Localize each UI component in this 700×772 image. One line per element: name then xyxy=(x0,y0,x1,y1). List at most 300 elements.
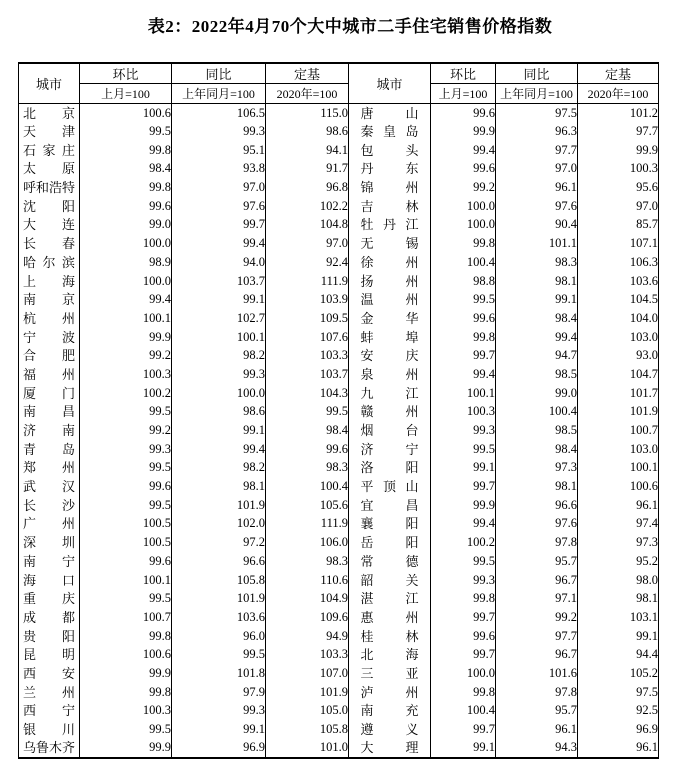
mom-value-cell: 99.5 xyxy=(431,552,496,571)
city-name: 蚌 埠 xyxy=(360,329,419,345)
yoy-value-cell: 99.3 xyxy=(172,122,266,141)
city-name: 重 庆 xyxy=(23,591,75,607)
fixed-value-cell: 105.2 xyxy=(578,664,659,683)
mom-value-cell: 99.5 xyxy=(80,459,172,478)
yoy-value-cell: 98.6 xyxy=(172,403,266,422)
city-name: 西 安 xyxy=(23,665,75,681)
mom-value-cell: 100.5 xyxy=(80,515,172,534)
city-cell xyxy=(349,365,431,384)
city-cell xyxy=(349,403,431,422)
fixed-value-cell: 96.8 xyxy=(266,178,349,197)
city-cell xyxy=(19,421,80,440)
table-row xyxy=(19,328,659,347)
table-row xyxy=(19,627,659,646)
mom-value-cell: 99.1 xyxy=(431,459,496,478)
city-name: 南 宁 xyxy=(23,553,75,569)
yoy-value-cell: 99.1 xyxy=(496,290,578,309)
table-header xyxy=(19,63,659,104)
city-name: 常 德 xyxy=(360,553,419,569)
fixed-value-cell: 104.9 xyxy=(266,589,349,608)
yoy-value-cell: 97.7 xyxy=(496,627,578,646)
fixed-value-cell: 97.4 xyxy=(578,515,659,534)
header-fixed-right: 定基 xyxy=(578,63,659,84)
fixed-value-cell: 104.7 xyxy=(578,365,659,384)
fixed-value-cell: 103.1 xyxy=(578,608,659,627)
table-row xyxy=(19,664,659,683)
yoy-value-cell: 97.0 xyxy=(172,178,266,197)
city-cell xyxy=(19,589,80,608)
city-cell xyxy=(19,365,80,384)
fixed-value-cell: 103.7 xyxy=(266,365,349,384)
yoy-value-cell: 94.3 xyxy=(496,739,578,758)
table-row xyxy=(19,459,659,478)
yoy-value-cell: 96.9 xyxy=(172,739,266,758)
city-name: 福 州 xyxy=(23,366,75,382)
yoy-value-cell: 98.5 xyxy=(496,421,578,440)
yoy-value-cell: 106.5 xyxy=(172,104,266,123)
yoy-value-cell: 98.1 xyxy=(496,272,578,291)
header-fixed-base-right: 2020年=100 xyxy=(578,84,659,104)
price-index-table xyxy=(18,62,659,759)
city-cell xyxy=(19,253,80,272)
city-cell xyxy=(349,234,431,253)
city-name: 牡 丹 江 xyxy=(360,217,419,233)
yoy-value-cell: 99.4 xyxy=(172,234,266,253)
city-name: 大 理 xyxy=(360,740,419,756)
yoy-value-cell: 97.7 xyxy=(496,141,578,160)
mom-value-cell: 100.5 xyxy=(80,533,172,552)
fixed-value-cell: 98.3 xyxy=(266,552,349,571)
fixed-value-cell: 96.9 xyxy=(578,720,659,739)
fixed-value-cell: 95.6 xyxy=(578,178,659,197)
mom-value-cell: 99.3 xyxy=(431,571,496,590)
city-cell xyxy=(349,141,431,160)
table-row xyxy=(19,739,659,758)
mom-value-cell: 99.8 xyxy=(80,178,172,197)
fixed-value-cell: 115.0 xyxy=(266,104,349,123)
mom-value-cell: 99.7 xyxy=(431,608,496,627)
table-row xyxy=(19,309,659,328)
header-mom-left: 环比 xyxy=(80,63,172,84)
fixed-value-cell: 98.4 xyxy=(266,421,349,440)
yoy-value-cell: 96.1 xyxy=(496,720,578,739)
fixed-value-cell: 95.2 xyxy=(578,552,659,571)
yoy-value-cell: 101.8 xyxy=(172,664,266,683)
city-cell xyxy=(349,496,431,515)
fixed-value-cell: 101.7 xyxy=(578,384,659,403)
city-cell xyxy=(19,440,80,459)
city-name: 岳 阳 xyxy=(360,535,419,551)
header-mom-right: 环比 xyxy=(431,63,496,84)
yoy-value-cell: 98.4 xyxy=(496,440,578,459)
city-cell xyxy=(349,253,431,272)
mom-value-cell: 100.0 xyxy=(431,664,496,683)
yoy-value-cell: 101.1 xyxy=(496,234,578,253)
mom-value-cell: 100.7 xyxy=(80,608,172,627)
yoy-value-cell: 97.5 xyxy=(496,104,578,123)
mom-value-cell: 100.0 xyxy=(431,197,496,216)
mom-value-cell: 99.3 xyxy=(80,440,172,459)
city-name: 襄 阳 xyxy=(360,516,419,532)
mom-value-cell: 100.4 xyxy=(431,253,496,272)
fixed-value-cell: 101.9 xyxy=(266,683,349,702)
fixed-value-cell: 103.0 xyxy=(578,328,659,347)
city-cell xyxy=(19,328,80,347)
mom-value-cell: 99.9 xyxy=(80,739,172,758)
mom-value-cell: 100.6 xyxy=(80,645,172,664)
mom-value-cell: 99.6 xyxy=(80,552,172,571)
city-name: 温 州 xyxy=(360,292,419,308)
table-row xyxy=(19,122,659,141)
city-name: 唐 山 xyxy=(360,105,419,121)
mom-value-cell: 99.5 xyxy=(80,589,172,608)
table-row xyxy=(19,384,659,403)
table-row xyxy=(19,234,659,253)
fixed-value-cell: 106.3 xyxy=(578,253,659,272)
city-name: 北 京 xyxy=(23,105,75,121)
yoy-value-cell: 101.9 xyxy=(172,589,266,608)
mom-value-cell: 99.7 xyxy=(431,645,496,664)
city-cell xyxy=(349,421,431,440)
yoy-value-cell: 99.1 xyxy=(172,290,266,309)
table-row xyxy=(19,178,659,197)
mom-value-cell: 100.1 xyxy=(431,384,496,403)
city-name: 洛 阳 xyxy=(360,460,419,476)
yoy-value-cell: 96.7 xyxy=(496,571,578,590)
city-name: 韶 关 xyxy=(360,572,419,588)
fixed-value-cell: 111.9 xyxy=(266,515,349,534)
yoy-value-cell: 97.2 xyxy=(172,533,266,552)
fixed-value-cell: 99.5 xyxy=(266,403,349,422)
fixed-value-cell: 101.9 xyxy=(578,403,659,422)
city-name: 南 充 xyxy=(360,703,419,719)
fixed-value-cell: 103.3 xyxy=(266,346,349,365)
fixed-value-cell: 94.1 xyxy=(266,141,349,160)
city-name: 石 家 庄 xyxy=(23,142,75,158)
fixed-value-cell: 105.6 xyxy=(266,496,349,515)
city-name: 烟 台 xyxy=(360,423,419,439)
city-cell xyxy=(349,290,431,309)
mom-value-cell: 99.5 xyxy=(431,290,496,309)
table-row xyxy=(19,533,659,552)
yoy-value-cell: 96.0 xyxy=(172,627,266,646)
table-row xyxy=(19,608,659,627)
city-cell xyxy=(19,160,80,179)
city-cell xyxy=(349,328,431,347)
table-row xyxy=(19,515,659,534)
fixed-value-cell: 85.7 xyxy=(578,216,659,235)
city-cell xyxy=(19,739,80,758)
fixed-value-cell: 110.6 xyxy=(266,571,349,590)
city-name: 安 庆 xyxy=(360,348,419,364)
mom-value-cell: 99.8 xyxy=(431,234,496,253)
mom-value-cell: 99.5 xyxy=(80,403,172,422)
yoy-value-cell: 99.3 xyxy=(172,365,266,384)
yoy-value-cell: 95.7 xyxy=(496,702,578,721)
mom-value-cell: 100.0 xyxy=(80,234,172,253)
city-name: 合 肥 xyxy=(23,348,75,364)
header-yoy-right: 同比 xyxy=(496,63,578,84)
yoy-value-cell: 99.3 xyxy=(172,702,266,721)
mom-value-cell: 99.4 xyxy=(431,141,496,160)
fixed-value-cell: 99.1 xyxy=(578,627,659,646)
city-name: 秦 皇 岛 xyxy=(360,124,419,140)
city-name: 银 川 xyxy=(23,722,75,738)
city-name: 郑 州 xyxy=(23,460,75,476)
mom-value-cell: 100.3 xyxy=(80,365,172,384)
mom-value-cell: 99.6 xyxy=(431,627,496,646)
city-name: 长 沙 xyxy=(23,497,75,513)
mom-value-cell: 99.8 xyxy=(80,627,172,646)
table-row xyxy=(19,272,659,291)
city-cell xyxy=(19,290,80,309)
yoy-value-cell: 105.8 xyxy=(172,571,266,590)
fixed-value-cell: 98.3 xyxy=(266,459,349,478)
mom-value-cell: 99.4 xyxy=(431,365,496,384)
city-cell xyxy=(349,346,431,365)
yoy-value-cell: 96.3 xyxy=(496,122,578,141)
city-name: 宜 昌 xyxy=(360,497,419,513)
yoy-value-cell: 94.0 xyxy=(172,253,266,272)
table-row xyxy=(19,683,659,702)
city-cell xyxy=(19,197,80,216)
fixed-value-cell: 94.4 xyxy=(578,645,659,664)
city-name: 惠 州 xyxy=(360,609,419,625)
city-name: 无 锡 xyxy=(360,236,419,252)
city-cell xyxy=(349,309,431,328)
city-name: 大 连 xyxy=(23,217,75,233)
table-row xyxy=(19,346,659,365)
city-name: 扬 州 xyxy=(360,273,419,289)
yoy-value-cell: 99.0 xyxy=(496,384,578,403)
table-row xyxy=(19,160,659,179)
city-cell xyxy=(19,122,80,141)
fixed-value-cell: 97.0 xyxy=(266,234,349,253)
city-cell xyxy=(349,216,431,235)
city-name: 深 圳 xyxy=(23,535,75,551)
city-cell xyxy=(349,515,431,534)
city-cell xyxy=(19,384,80,403)
table-row xyxy=(19,702,659,721)
mom-value-cell: 99.6 xyxy=(80,477,172,496)
mom-value-cell: 99.2 xyxy=(80,421,172,440)
yoy-value-cell: 103.6 xyxy=(172,608,266,627)
header-yoy-base-right: 上年同月=100 xyxy=(496,84,578,104)
city-name: 徐 州 xyxy=(360,254,419,270)
mom-value-cell: 99.3 xyxy=(431,421,496,440)
table-row xyxy=(19,645,659,664)
yoy-value-cell: 99.4 xyxy=(172,440,266,459)
fixed-value-cell: 107.1 xyxy=(578,234,659,253)
city-name: 桂 林 xyxy=(360,628,419,644)
city-name: 太 原 xyxy=(23,161,75,177)
city-name: 三 亚 xyxy=(360,665,419,681)
city-name: 呼 和 浩 特 xyxy=(23,180,76,196)
city-cell xyxy=(19,571,80,590)
mom-value-cell: 100.3 xyxy=(431,403,496,422)
city-name: 海 口 xyxy=(23,572,75,588)
header-yoy-left: 同比 xyxy=(172,63,266,84)
fixed-value-cell: 103.0 xyxy=(578,440,659,459)
yoy-value-cell: 101.9 xyxy=(172,496,266,515)
city-cell xyxy=(349,571,431,590)
table-row xyxy=(19,552,659,571)
mom-value-cell: 99.7 xyxy=(431,346,496,365)
yoy-value-cell: 97.6 xyxy=(172,197,266,216)
city-name: 武 汉 xyxy=(23,479,75,495)
yoy-value-cell: 99.7 xyxy=(172,216,266,235)
city-name: 泉 州 xyxy=(360,366,419,382)
city-name: 广 州 xyxy=(23,516,75,532)
yoy-value-cell: 100.0 xyxy=(172,384,266,403)
city-name: 天 津 xyxy=(23,124,75,140)
fixed-value-cell: 106.0 xyxy=(266,533,349,552)
table-row xyxy=(19,720,659,739)
mom-value-cell: 100.4 xyxy=(431,702,496,721)
city-name: 包 头 xyxy=(360,142,419,158)
city-cell xyxy=(349,384,431,403)
mom-value-cell: 99.5 xyxy=(431,440,496,459)
fixed-value-cell: 109.6 xyxy=(266,608,349,627)
yoy-value-cell: 101.6 xyxy=(496,664,578,683)
yoy-value-cell: 97.8 xyxy=(496,533,578,552)
mom-value-cell: 100.3 xyxy=(80,702,172,721)
mom-value-cell: 99.6 xyxy=(431,160,496,179)
city-name: 济 宁 xyxy=(360,441,419,457)
table-row xyxy=(19,477,659,496)
yoy-value-cell: 98.2 xyxy=(172,346,266,365)
fixed-value-cell: 105.0 xyxy=(266,702,349,721)
city-cell xyxy=(349,122,431,141)
fixed-value-cell: 100.4 xyxy=(266,477,349,496)
city-name: 平 顶 山 xyxy=(360,479,419,495)
table-row xyxy=(19,365,659,384)
city-name: 湛 江 xyxy=(360,591,419,607)
city-cell xyxy=(349,104,431,123)
mom-value-cell: 99.6 xyxy=(431,309,496,328)
table-row xyxy=(19,440,659,459)
table-row xyxy=(19,216,659,235)
yoy-value-cell: 90.4 xyxy=(496,216,578,235)
yoy-value-cell: 99.1 xyxy=(172,720,266,739)
city-name: 遵 义 xyxy=(360,722,419,738)
table-row xyxy=(19,571,659,590)
mom-value-cell: 98.9 xyxy=(80,253,172,272)
city-cell xyxy=(19,459,80,478)
city-name: 成 都 xyxy=(23,609,75,625)
table-row xyxy=(19,197,659,216)
mom-value-cell: 99.5 xyxy=(80,720,172,739)
mom-value-cell: 100.1 xyxy=(80,571,172,590)
mom-value-cell: 98.8 xyxy=(431,272,496,291)
yoy-value-cell: 98.3 xyxy=(496,253,578,272)
city-cell xyxy=(19,178,80,197)
city-cell xyxy=(349,178,431,197)
yoy-value-cell: 103.7 xyxy=(172,272,266,291)
mom-value-cell: 99.2 xyxy=(431,178,496,197)
yoy-value-cell: 93.8 xyxy=(172,160,266,179)
city-name: 九 江 xyxy=(360,385,419,401)
city-name: 杭 州 xyxy=(23,310,75,326)
mom-value-cell: 100.0 xyxy=(80,272,172,291)
fixed-value-cell: 92.5 xyxy=(578,702,659,721)
city-cell xyxy=(19,496,80,515)
city-name: 吉 林 xyxy=(360,198,419,214)
fixed-value-cell: 100.6 xyxy=(578,477,659,496)
city-cell xyxy=(19,608,80,627)
mom-value-cell: 99.5 xyxy=(80,122,172,141)
fixed-value-cell: 105.8 xyxy=(266,720,349,739)
fixed-value-cell: 100.3 xyxy=(578,160,659,179)
fixed-value-cell: 100.7 xyxy=(578,421,659,440)
yoy-value-cell: 102.0 xyxy=(172,515,266,534)
city-cell xyxy=(349,477,431,496)
mom-value-cell: 99.4 xyxy=(80,290,172,309)
table-row xyxy=(19,104,659,123)
header-city-right: 城市 xyxy=(349,63,431,104)
yoy-value-cell: 100.1 xyxy=(172,328,266,347)
city-name: 南 京 xyxy=(23,292,75,308)
fixed-value-cell: 92.4 xyxy=(266,253,349,272)
header-fixed-base-left: 2020年=100 xyxy=(266,84,349,104)
yoy-value-cell: 97.8 xyxy=(496,683,578,702)
city-cell xyxy=(19,552,80,571)
fixed-value-cell: 107.6 xyxy=(266,328,349,347)
city-name: 赣 州 xyxy=(360,404,419,420)
city-cell xyxy=(19,683,80,702)
fixed-value-cell: 104.0 xyxy=(578,309,659,328)
mom-value-cell: 99.7 xyxy=(431,720,496,739)
city-name: 兰 州 xyxy=(23,684,75,700)
city-cell xyxy=(19,627,80,646)
yoy-value-cell: 99.1 xyxy=(172,421,266,440)
fixed-value-cell: 102.2 xyxy=(266,197,349,216)
city-name: 北 海 xyxy=(360,647,419,663)
yoy-value-cell: 96.6 xyxy=(496,496,578,515)
yoy-value-cell: 97.6 xyxy=(496,197,578,216)
city-cell xyxy=(19,141,80,160)
mom-value-cell: 100.2 xyxy=(80,384,172,403)
fixed-value-cell: 97.0 xyxy=(578,197,659,216)
city-cell xyxy=(349,197,431,216)
fixed-value-cell: 91.7 xyxy=(266,160,349,179)
yoy-value-cell: 98.1 xyxy=(496,477,578,496)
mom-value-cell: 99.9 xyxy=(80,664,172,683)
city-name: 济 南 xyxy=(23,423,75,439)
table-row xyxy=(19,403,659,422)
fixed-value-cell: 103.6 xyxy=(578,272,659,291)
yoy-value-cell: 96.1 xyxy=(496,178,578,197)
mom-value-cell: 99.9 xyxy=(431,122,496,141)
table-row xyxy=(19,421,659,440)
yoy-value-cell: 95.1 xyxy=(172,141,266,160)
yoy-value-cell: 96.6 xyxy=(172,552,266,571)
mom-value-cell: 99.7 xyxy=(431,477,496,496)
yoy-value-cell: 97.3 xyxy=(496,459,578,478)
fixed-value-cell: 93.0 xyxy=(578,346,659,365)
city-name: 昆 明 xyxy=(23,647,75,663)
mom-value-cell: 99.2 xyxy=(80,346,172,365)
mom-value-cell: 99.8 xyxy=(431,683,496,702)
city-cell xyxy=(19,104,80,123)
yoy-value-cell: 99.5 xyxy=(172,645,266,664)
mom-value-cell: 100.2 xyxy=(431,533,496,552)
city-cell xyxy=(19,272,80,291)
fixed-value-cell: 97.3 xyxy=(578,533,659,552)
yoy-value-cell: 97.0 xyxy=(496,160,578,179)
header-fixed-left: 定基 xyxy=(266,63,349,84)
mom-value-cell: 99.8 xyxy=(80,683,172,702)
